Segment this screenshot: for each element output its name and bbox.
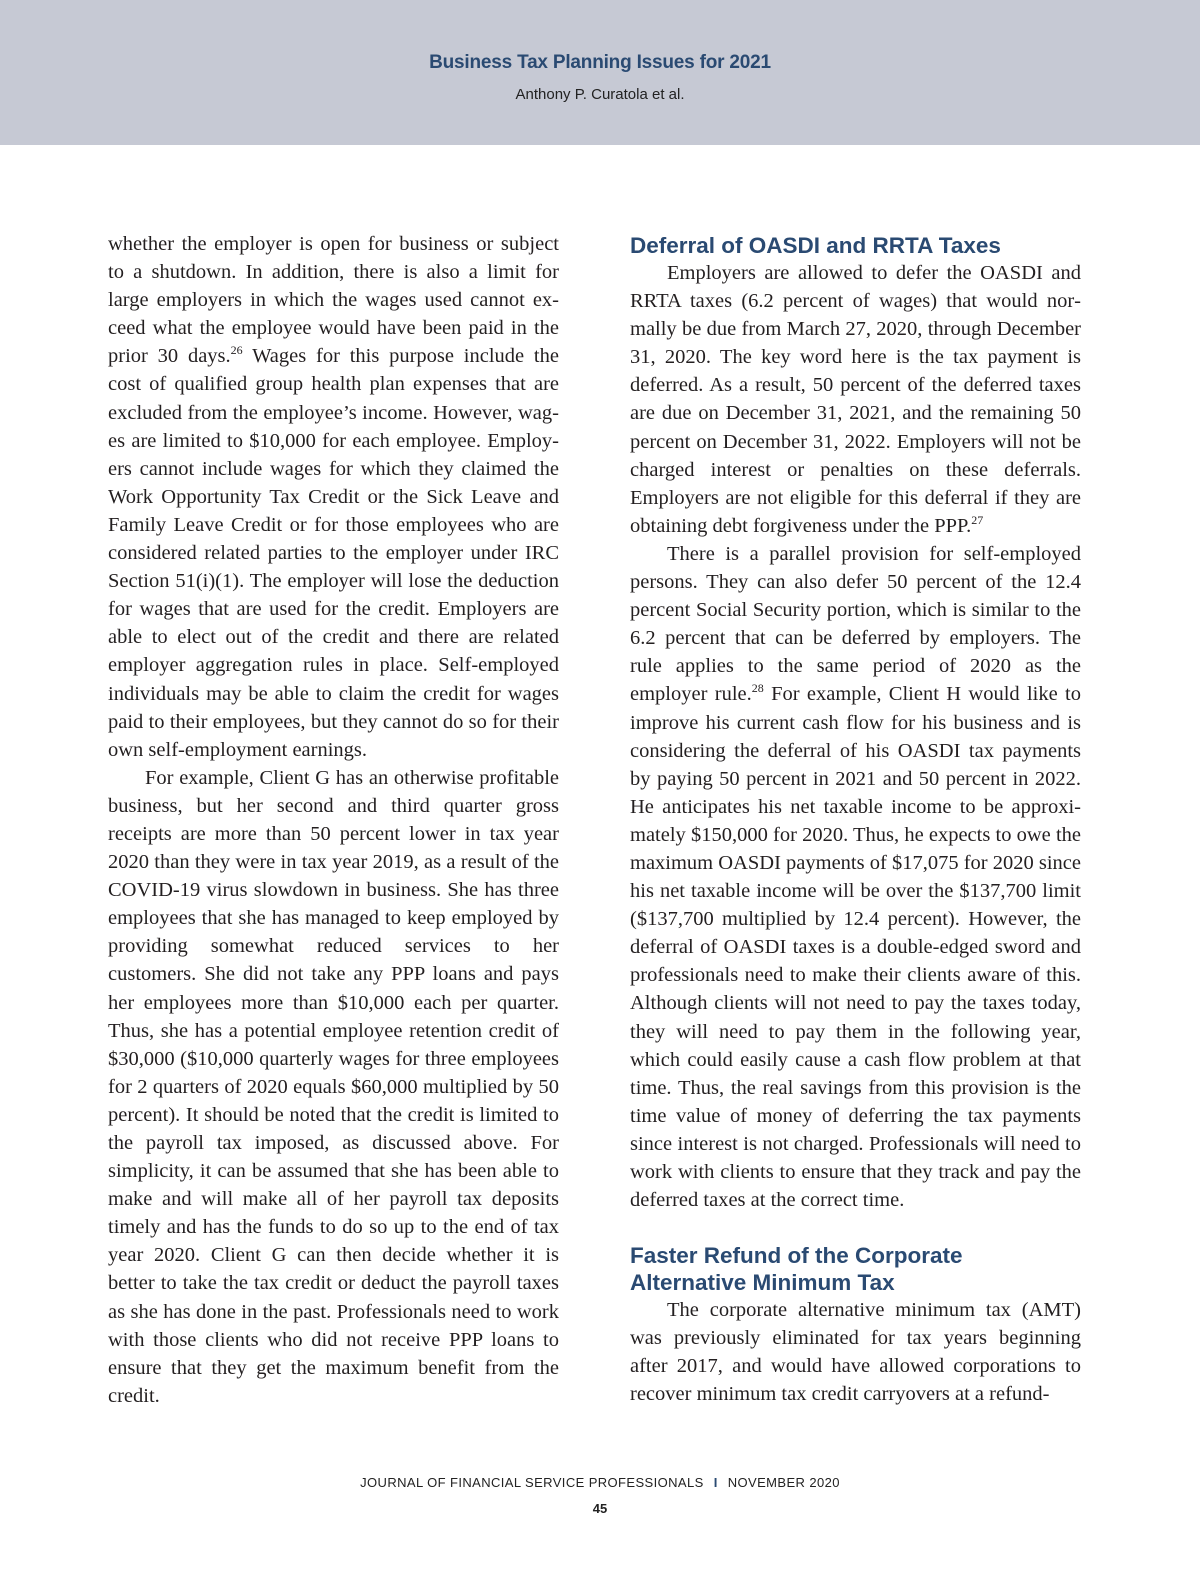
paragraph: Employers are allowed to defer the OASDI and RRTA taxes (6.2 percent of wages) that would normally be due from March 27, 2020, through December 31, 2020. The key word here is the tax payment is deferred. As a result, 50 percent of the deferred taxes are due on December 31, 2021, and the remaining 50 percent on December 31, 2022. Employers will not be charged interest or penalties on these deferrals. Employers are not eligible for this deferral if they are obtaining debt forgiveness under the PPP.$^{27}$ xyxy=(630,262,1081,537)
running-header xyxy=(0,0,1200,145)
paragraph: The corporate alternative minimum tax (AMT) was previously eliminated for tax years beginning after 2017, and would have allowed corporations to recover minimum tax credit carryovers at a refund- xyxy=(630,1299,1081,1406)
footnote-ref-26[interactable]: 26 xyxy=(230,343,243,358)
paragraph: whether the employer is open for business or subject to a shutdown. In addition, there is also a limit for large employers in which the wages used cannot exceed what the employee would have been paid in the prior 30 days.$^{26}$ Wages for this purpose include the cost of qualified group health plan expenses that are excluded from the employee’s income. However, wages are limited to $10,000 for each employee. Employers cannot include wages for which they claimed the Work Opportunity Tax Credit or the Sick Leave and Family Leave Credit or for those employees who are considered related parties to the employer under IRC Section 51(i)(1). The employer will lose the deduction for wages that are used for the credit. Employers are able to elect out of the credit and there are related employer aggregation rules in place. Self-employed individuals may be able to claim the credit for wages paid to their employees, but they cannot do so for their own self-employment earnings. xyxy=(108,233,559,761)
page-footer xyxy=(0,1475,1200,1490)
footnote-ref-27[interactable]: 27 xyxy=(971,512,984,527)
journal-name: JOURNAL OF FINANCIAL SERVICE PROFESSIONALS xyxy=(360,1475,704,1490)
footer-separator: I xyxy=(713,1475,718,1490)
right-column xyxy=(630,230,1081,1409)
page-number: 45 xyxy=(592,1501,608,1516)
running-header-title: Business Tax Planning Issues for 2021 xyxy=(429,52,771,73)
section-heading-deferral: Deferral of OASDI and RRTA Taxes xyxy=(630,233,1001,258)
running-header-authors: Anthony P. Curatola et al. xyxy=(515,86,685,103)
issue-date: NOVEMBER 2020 xyxy=(727,1475,840,1490)
paragraph: There is a parallel provision for self-employed persons. They can also defer 50 percent of the 12.4 percent Social Security portion, which is similar to the 6.2 percent that can be deferred by employers. The rule applies to the same period of 2020 as the employer rule.$^{28}$ For example, Client H would like to improve his current cash flow for his business and is considering the deferral of his OASDI tax payments by paying 50 percent in 2021 and 50 percent in 2022. He anticipates his net taxable income to be approximately $150,000 for 2020. Thus, he expects to owe the maximum OASDI payments of $17,075 for 2020 since his net taxable income will be over the $137,700 limit ($137,700 multiplied by 12.4 percent). However, the deferral of OASDI taxes is a double-edged sword and professionals need to make their clients aware of this. Although clients will not need to pay the taxes today, they will need to pay them in the following year, which could easily cause a cash flow problem at that time. Thus, the real savings from this provision is the time value of money of deferring the tax payments since interest is not charged. Professionals will need to work with clients to ensure that they track and pay the deferred taxes at the correct time. xyxy=(630,542,1081,1212)
section-heading-amt: Faster Refund of the Corporate Alternative Minimum Tax xyxy=(630,1243,963,1296)
footnote-ref-28[interactable]: 28 xyxy=(751,681,764,696)
left-column xyxy=(108,230,559,1410)
paragraph: For example, Client G has an otherwise profitable business, but her second and third quarter gross receipts are more than 50 percent lower in tax year 2020 than they were in tax year 2019, as a result of the COVID-19 virus slowdown in business. She has three employees that she has managed to keep employed by providing somewhat reduced services to her customers. She did not take any PPP loans and pays her employees more than $10,000 each per quarter. Thus, she has a potential employee retention credit of $30,000 ($10,000 quarterly wages for three employees for 2 quarters of 2020 equals $60,000 multiplied by 50 percent). It should be noted that the credit is limited to the payroll tax imposed, as discussed above. For simplicity, it can be assumed that she has been able to make and will make all of her payroll tax deposits timely and has the funds to do so up to the end of tax year 2020. Client G can then decide whether it is better to take the tax credit or deduct the payroll taxes as she has done in the past. Professionals need to work with those clients who did not receive PPP loans to ensure that they get the maximum benefit from the credit. xyxy=(108,766,559,1407)
